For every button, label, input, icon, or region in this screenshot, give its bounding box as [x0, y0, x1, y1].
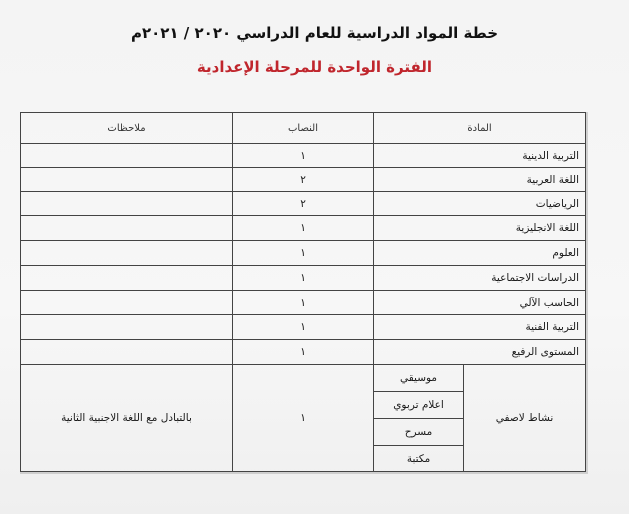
table-row-subject: الرياضيات: [373, 191, 586, 216]
activity-notes: بالتبادل مع اللغة الاجنبية الثانية: [20, 364, 233, 472]
table-row-notes: [20, 265, 233, 291]
table-row-quota: ١: [232, 265, 374, 291]
table-row-subject: المستوى الرفيع: [373, 339, 586, 365]
table-row-subject: التربية الدينية: [373, 143, 586, 168]
activity-item: مسرح: [373, 418, 464, 446]
table-row-subject: الحاسب الآلي: [373, 290, 586, 315]
table-row-notes: [20, 215, 233, 241]
table-row-quota: ١: [232, 215, 374, 241]
table-row-notes: [20, 143, 233, 168]
activity-item: موسيقي: [373, 364, 464, 392]
subjects-table: [20, 112, 586, 472]
activity-item: اعلام تربوي: [373, 391, 464, 419]
table-row-subject: الدراسات الاجتماعية: [373, 265, 586, 291]
column-header-notes: ملاحظات: [20, 112, 233, 144]
activity-quota: ١: [232, 364, 374, 472]
table-row-quota: ٢: [232, 191, 374, 216]
table-row-quota: ١: [232, 290, 374, 315]
table-row-subject: التربية الفنية: [373, 314, 586, 340]
table-bottom-edge: [20, 472, 588, 474]
table-row-notes: [20, 339, 233, 365]
table-row-notes: [20, 290, 233, 315]
table-row-subject: اللغة العربية: [373, 167, 586, 192]
activity-item: مكتبة: [373, 445, 464, 472]
page-title: خطة المواد الدراسية للعام الدراسي ٢٠٢٠ / ٢٠٢١م: [130, 24, 499, 42]
page-subtitle: الفترة الواحدة للمرحلة الإعدادية: [196, 58, 433, 76]
table-row-notes: [20, 167, 233, 192]
table-row-notes: [20, 191, 233, 216]
column-header-quota: النصاب: [232, 112, 374, 144]
table-row-notes: [20, 240, 233, 266]
table-row-quota: ١: [232, 314, 374, 340]
activity-label: نشاط لاصفي: [463, 364, 586, 472]
table-row-quota: ١: [232, 143, 374, 168]
table-row-notes: [20, 314, 233, 340]
table-shadow-edge: [586, 112, 588, 472]
table-row-quota: ٢: [232, 167, 374, 192]
table-row-quota: ١: [232, 339, 374, 365]
table-row-subject: العلوم: [373, 240, 586, 266]
table-row-quota: ١: [232, 240, 374, 266]
table-row-subject: اللغة الانجليزية: [373, 215, 586, 241]
column-header-subject: المادة: [373, 112, 586, 144]
